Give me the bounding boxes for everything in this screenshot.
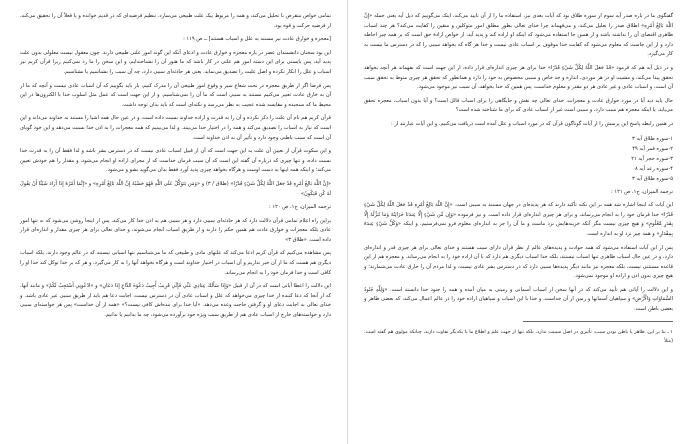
- right-paragraph: در همین رابطه پاسخ این پرسش را از آیات گوناگون قرآن که در مورد اسباب و علل آمده است دریافت می‌کنیم، و این آیات عبارتند از :: [390, 120, 673, 127]
- left-paragraph: این دلالت را اعطا آیاتی است که در آن از قبیل «وَإِذَا سَأَلَكَ عِبَادِي عَنِّي فَإِنِّي قَرِيبٌ أُجِيبُ دَعْوَةَ الدَّاعِ إِذَا دَعَانِ» و «ادْعُونِي أَسْتَجِبْ لَكُمْ» و مانند آنها، که از آنجا که دعا کننده از خدا چیزی می‌خواهد که علل و اسباب عادی آن در دسترس نیست، اجابت دعا هم باید از طریق سببی غیر عادی باشد. و خدای تعالی به اجابت دعای او و گرفتن حاجت وعده می‌دهد. «آیا خدا برای بنده‌اش کافی نیست؟» «همه از آن خداست» پس هر خواسته‌ای سببی دارد و خواسته‌های خارج از اسباب عادی هم از طریق سبب ویژه خود برآورده می‌شود، چه ما بدانیم یا ندانیم.: [20, 283, 331, 319]
- left-paragraph: قرآن کریم هم نام آن علت را ذکر نکرده و آن را به قدرت و اراده خداوند نسبت داده است، و در عین حال همه اشیا را مستند به خداوند می‌داند و این است که نیاز به اسباب را تصدیق می‌کند و همه را در اختیار خدا می‌بیند. و لذا می‌بینیم که همه معجزات را به اذن خدا نسبت می‌دهد و این خود گویای آن است که سبب باطنی وجود دارد و تأثیر آن به اذن خداوند است.: [20, 115, 331, 141]
- citation: ترجمه المیزان، ج۱، ص ۱۲۰ :: [269, 204, 331, 211]
- right-page: [348, 0, 695, 444]
- reference-item: ۵-سوره طلاق آیه ۳: [632, 175, 673, 182]
- right-paragraph: این آیات که اینجا اشاره شد همه بر این نکته تأکید دارند که هر پدیده‌ای در جهان مستند به سببی است. «إِنَّ اللَّهَ بَالِغُ أَمْرِهِ قَدْ جَعَلَ اللَّهُ لِكُلِّ شَيْءٍ قَدْرًا» خدا فرمان خود را به انجام می‌رساند، و برای هر چیزی اندازه‌ای قرار داده است. و نیز فرموده «وَإِن مِّن شَيْءٍ إِلَّا عِندَنَا خَزَائِنُهُ وَمَا نُنَزِّلُهُ إِلَّا بِقَدَرٍ مَّعْلُومٍ» و هیچ چیزی نیست مگر آنکه خزینه‌هایش نزد ماست و ما آن را جز به اندازه‌ای معلوم فرو نمی‌فرستیم، و اینکه «وَكُلُّ شَيْءٍ عِندَهُ بِمِقْدَارٍ» و همه چیز نزد او به اندازه است.: [364, 202, 673, 237]
- reference-item: ۴-سوره رعد آیه ۸: [635, 165, 673, 172]
- footnote: ۱ ـ بنا بر این، ظاهر یا باطن بودن سبب، تأثیری در اصل سببیت ندارد، بلکه تنها از جهت علم و اطلاع ما با یکدیگر تفاوت دارند، چنانکه مولوی هم گفته است. (مثلاً: [364, 329, 673, 344]
- reference-item: ۳-سوره حجر آیه ۲۱: [631, 155, 673, 162]
- left-paragraph: پس مشاهده می‌کنیم که قرآن کریم ادعا می‌کند که علتهای مادی و طبیعی که ما می‌شناسیم تنها اسبابی نیستند که در عالم وجود دارند، بلکه اسباب دیگری هم هست که ما از آن خبر نداریم و آن اسباب در اختیار خداوند است و هرگاه بخواهد آنها را به کار می‌گیرد. و هر که بر خدا توکل کند خدا او را کافی است و خدا فرمان خود را به انجام می‌رساند.: [20, 250, 331, 276]
- left-paragraph: این بود سخنان دانشمندان عصر در باره معجزه و خوارق عادت و ادعای آنکه این گونه امور علتی طبیعی دارند. چون معقول نیست معلولی بدون علت پدید آید، پس بایستی برای این دسته امور هم علتی در کار باشد که ما هنوز آن را نشناخته‌ایم، و این سخن را ما رد نمی‌کنیم زیرا قرآن کریم نیز اسباب و علل را انکار نکرده و اصل علیت را تصدیق می‌نماید. یعنی هر حادثه‌ای سببی دارد، چه آن سبب را بشناسیم یا نشناسیم.: [20, 49, 331, 75]
- citation: ترجمه المیزان، ج۱، ص ۱۲۱ :: [611, 188, 673, 195]
- citation: [معجزه و خوارق عادت نیز مستند به علل و اسباب هستند] ــ ص ۱۱۹ :: [183, 36, 331, 43]
- reference-list: [364, 134, 673, 184]
- right-paragraph: حال باید دید آیا در مورد خوارق عادت و معجزات، خدای تعالی چه نقش و جایگاهی را برای اسباب قائل است؟ و آیا بدون اسباب، معجزه تحقق می‌یابد، یا اینکه معجزه هم سبب دارد، و سببی است غیر از اسباب عادی که برای ما شناخته شده است؟: [364, 97, 673, 114]
- reference-item: ۲-سوره قمر آیه ۴۹: [632, 145, 673, 152]
- left-paragraph: تمامی خواص منقرض با تحلیل می‌کند، و همه را مربوط بیک علت طبیعی می‌سازد. تنظیم فرضیه‌ای که در قدیم خوانده و یا فعلاً آن را تحقیق می‌کند، از فرضیه حرکت و قوه بود.: [20, 13, 331, 29]
- reference-item: ۱-سوره طلاق آیه ۳: [632, 135, 673, 142]
- quran-verse: «إِنَّ اللَّهَ بَالِغُ أَمْرِهِ قَدْ جَعَلَ اللَّهُ لِكُلِّ شَيْءٍ قَدْرًا» (طلاق / ۳) و «وَمَن يَتَوَكَّلْ عَلَى اللَّهِ فَهُوَ حَسْبُهُ إِنَّ اللَّهَ بَالِغُ أَمْرِهِ» و «إِنَّمَا أَمْرُهُ إِذَا أَرَادَ شَيْئًا أَنْ يَقُولَ لَهُ كُن فَيَكُونُ»: [20, 180, 331, 197]
- right-paragraph: و در ذیل آیه هم که فرمود «قَدْ جَعَلَ اللَّهُ لِكُلِّ شَيْءٍ قَدْرًا» خدا برای هر چیزی اندازه‌ای قرار داده، از این جهت است که بفهماند هر آنچه بخواهد تحقق پیدا می‌کند، و مشیت او در هر موردی، اندازه و حد خاص و سببی مخصوص به خود را دارد و همانطور که تحقق هر چیزی منوط به تحقق سبب آن است، و اسباب عادی و غیر عادی هر دو مقدر و معلوم خداست، پس همین که خدا بخواهد، آن سبب نیز موجود می‌شود.: [364, 64, 673, 91]
- left-paragraph: پس فرضا اگر از طریق معجزه در تحت شعاع سیر و وقوع امور طبیعی آن را مدرک کنیم، باز باید بگوییم که آن اسباب عادی نیست و آنچه که ما از آن به خارق عادت تعبیر می‌کنیم مستند به سببی است که ما آن را نمی‌شناسیم. و از این جهت است که عمل مثل اسلوب خدا با الکترون‌ها در این محیط ما که سنجیده و مقایسه شده عجیب به نظر می‌رسد و نکته‌ای است که باید بدان توجه داشت.: [20, 82, 331, 108]
- left-paragraph: براین راه اعلام تمامی قرآن دلالت دارد که هر حادثه‌ای سببی دارد و هر سببی هم به اذن خدا کار می‌کند، پس از اینجا روشن می‌شود که نه تنها امور عادی بلکه معجزات و خوارق عادت هم همین حکم را دارند و از طریق اسباب انجام می‌شوند، و خدای تعالی برای هر چیزی مقدار و اندازه‌ای قرار داده است. «طلاق ۳»: [20, 217, 331, 243]
- right-paragraph: و این دلالت را آیاتی هم تأیید می‌کند که در آنها سخن از اسباب آسمانی و زمینی به میان آمده و همه را جنود خدا دانسته است. «وَلِلَّهِ جُنُودُ السَّمَاوَاتِ وَالْأَرْضِ» و سپاهیان آسمانها و زمین از آن خداست، و خدا با این اسباب و سپاهیان اراده خود را در عالم اعمال می‌کند، که بعضی ظاهر و بعضی باطن است.: [364, 286, 673, 313]
- left-page: [0, 0, 347, 444]
- footnote-divider: [523, 321, 673, 322]
- left-paragraph: و این سکوت قرآن از تعیین آن علت به این جهت است که آن از قبیل اسباب عادی نیست که در دسترس بشر باشد و لذا فقط آن را به قدرت خدا نسبت داده، و تنها چیزی که درباره آن گفته این است که آن سبب فرمان خداست که از مجرای اراده او انجام می‌شود، و مقدار را هم خودش تعیین می‌کند؛ و اینکه همه اینها به دست اوست و هرگاه بخواهد چیزی پدید آورد فقط بدان می‌گوید بشو و می‌شود.: [20, 148, 331, 174]
- right-paragraph: گفتگوی ما در باره صدر آیه سوم از سوره طلاق بود که آیات بعدی نیز، استفاده ما را از آن تایید می‌کند، اینک می‌گوییم که ذیل آیه یعنی جمله «إِنَّ اللَّهَ بَالِغُ أَمْرِهِ» اطلاق صدر را تعلیل می‌کند، و می‌فهماند چرا خدای تعالی بطور مطلق امور متوکلین و متقین را کفایت می‌کند؟ هر چند اسباب ظاهری اقتضای آن را نداشته باشد و از همین جا استفاده می‌شود که اینکه او اراده کند و پدید آید، از خواص ارادهٔ حق است که بر همه چیز احاطه دارد و از این جاست که معلوم می‌شود که کفایت خدا موقوف بر اسباب عادی نیست و خدا هر گاه که بخواهد سببی را که در دسترس ما نیست به کار می‌گیرد.: [364, 13, 673, 58]
- page-gutter: [347, 0, 348, 444]
- right-paragraph: پس از این آیات استفاده می‌شود که همه حوادث و پدیده‌های عالم از نظر قرآن دارای سبب هستند و خدای تعالی برای هر چیزی قدر و اندازه‌ای دارد، و در عین حال اسباب ظاهری تنها اسباب نیستند، بلکه خدا اسباب دیگری هم دارد که با آن اراده خود را به انجام می‌رساند. و معجزه هم از این قاعده مستثنی نیست، بلکه معجزه نیز مانند دیگر پدیده‌ها سببی دارد که در دسترس بشر عادی نیست، و لذا مردم آن را خارق عادت می‌شمارند؛ و هیچ چیزی بدون اذن و اراده او موجود نمی‌شود.: [364, 244, 673, 280]
